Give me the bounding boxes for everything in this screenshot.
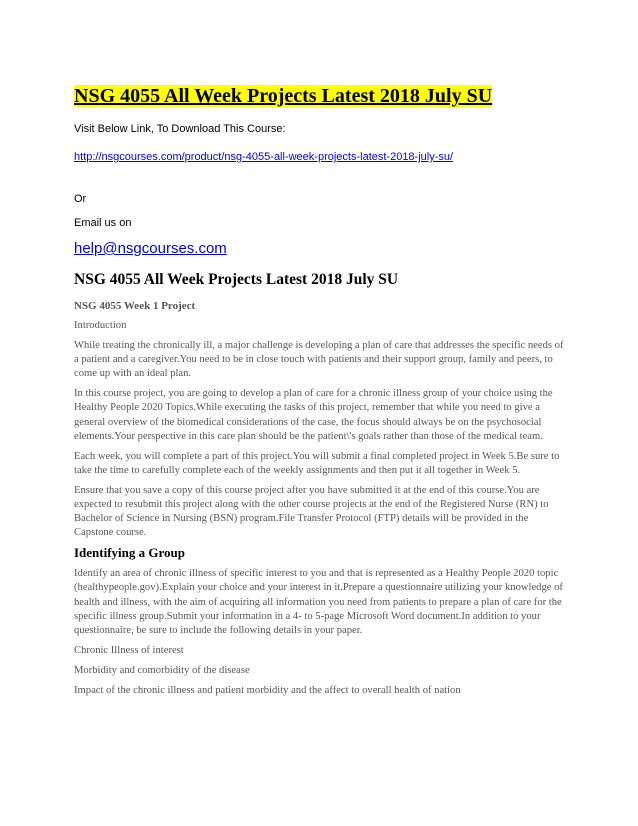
paragraph: Ensure that you save a copy of this course project after you have submitted it at the end of this course.You are expected to resubmit this project along with the other course projects at the end of the Registered Nurse (RN) to Bachelor of Science in Nursing (BSN) program.File Transfer Protocol (FTP) details will be provided in the Capstone course. bbox=[74, 484, 549, 539]
document-title-line bbox=[74, 84, 568, 108]
paragraph: While treating the chronically ill, a major challenge is developing a plan of care that addresses the specific needs of a patient and a caregiver.You need to be in close touch with patients and their support group, family and peers, to come up with an ideal plan. bbox=[74, 340, 564, 380]
group-paragraph: Identify an area of chronic illness of specific interest to you and that is represented as a Healthy People 2020 topic (healthypeople.gov).Explain your choice and your interest in it.Prepare a questionnaire utilizing your knowledge of health and illness, with the aim of acquiring all information you need from patients to prepare a plan of care for the specific illness group.Submit your information in a 4- to 5-page Microsoft Word document.In addition to your questionnaire, be sure to include the following details in your paper. bbox=[74, 568, 563, 636]
week1-heading: NSG 4055 Week 1 Project bbox=[74, 300, 196, 312]
email-link[interactable]: help@nsgcourses.com bbox=[74, 240, 227, 257]
course-link[interactable]: http://nsgcourses.com/product/nsg-4055-all-week-projects-latest-2018-july-su/ bbox=[74, 151, 454, 163]
document-title: NSG 4055 All Week Projects Latest 2018 July SU bbox=[74, 85, 493, 107]
list-item: Morbidity and comorbidity of the disease bbox=[74, 664, 250, 676]
email-link-line bbox=[74, 240, 568, 258]
introduction-label: Introduction bbox=[74, 320, 127, 331]
visit-text: Visit Below Link, To Download This Course: bbox=[74, 123, 286, 135]
list-item: Chronic Illness of interest bbox=[74, 644, 184, 656]
list-item: Impact of the chronic illness and patient morbidity and the affect to overall health of nation bbox=[74, 684, 461, 696]
group-heading: Identifying a Group bbox=[74, 545, 186, 561]
paragraph: In this course project, you are going to develop a plan of care for a chronic illness group of your choice using the Healthy People 2020 Topics.While executing the tasks of this project, remember that while you need to give a general overview of the biomedical considerations of the case, the focus should always be on the psychosocial elements.Your perspective in this care plan should be the patient\'s goals rather than those of the medical team. bbox=[74, 388, 553, 442]
document-heading: NSG 4055 All Week Projects Latest 2018 July SU bbox=[74, 271, 399, 288]
paragraph: Each week, you will complete a part of this project.You will submit a final completed project in Week 5.Be sure to take the time to carefully complete each of the weekly assignments and then put it all together in Week 5. bbox=[74, 450, 560, 476]
course-link-line bbox=[74, 150, 568, 164]
document-content bbox=[74, 84, 568, 698]
email-text: Email us on bbox=[74, 217, 132, 229]
or-text: Or bbox=[74, 193, 87, 205]
